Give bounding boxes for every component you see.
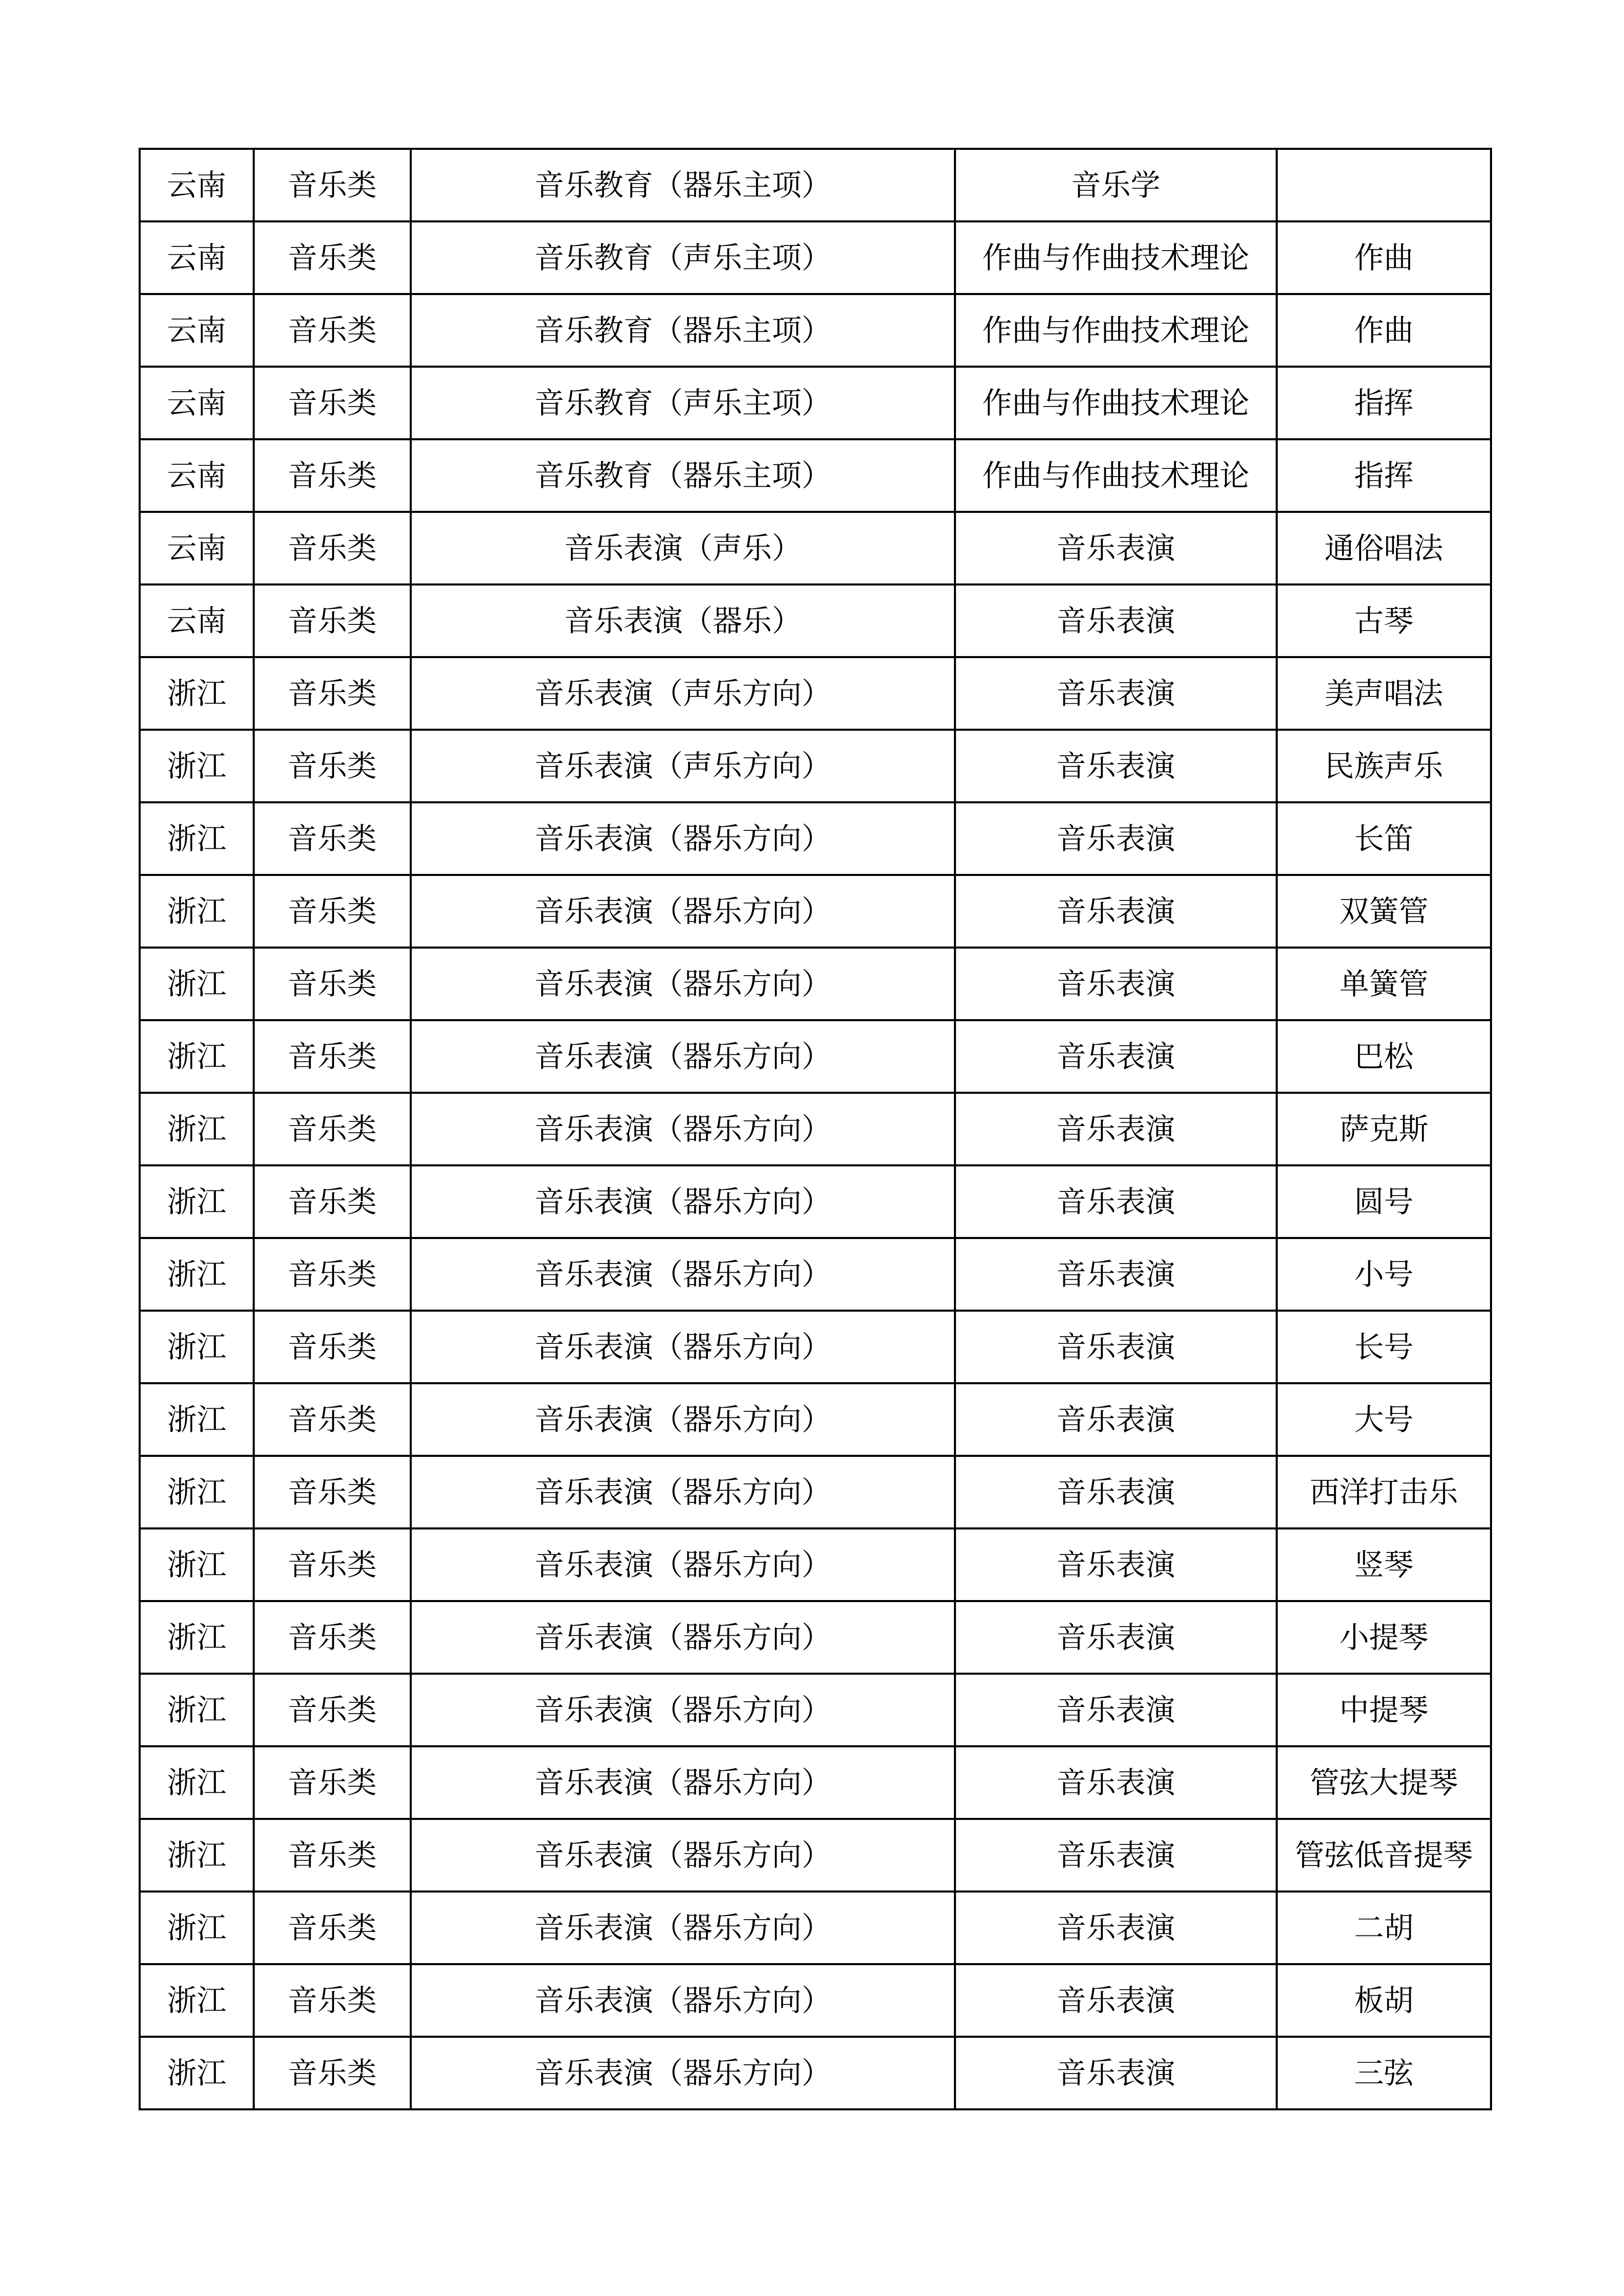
direction-cell [1277,149,1491,221]
table-row [140,1601,1491,1674]
table-row [140,367,1491,439]
table-body [140,149,1491,2109]
direction-cell: 管弦大提琴 [1277,1746,1491,1819]
exam-major-cell: 音乐教育（器乐主项） [411,439,955,512]
major-cell: 作曲与作曲技术理论 [955,294,1277,367]
province-cell: 浙江 [140,1238,254,1311]
category-cell: 音乐类 [254,1093,411,1165]
direction-cell: 中提琴 [1277,1674,1491,1746]
province-cell: 浙江 [140,657,254,730]
table-row [140,948,1491,1020]
data-table [139,148,1492,2110]
exam-major-cell: 音乐表演（器乐方向） [411,1819,955,1892]
exam-major-cell: 音乐表演（器乐） [411,584,955,657]
table-row [140,584,1491,657]
exam-major-cell: 音乐表演（器乐方向） [411,1311,955,1383]
province-cell: 浙江 [140,1746,254,1819]
exam-major-cell: 音乐表演（器乐方向） [411,2037,955,2109]
table-row [140,439,1491,512]
category-cell: 音乐类 [254,512,411,584]
exam-major-cell: 音乐教育（声乐主项） [411,367,955,439]
exam-major-cell: 音乐表演（器乐方向） [411,1238,955,1311]
category-cell: 音乐类 [254,149,411,221]
direction-cell: 竖琴 [1277,1528,1491,1601]
category-cell: 音乐类 [254,875,411,948]
category-cell: 音乐类 [254,1165,411,1238]
exam-major-cell: 音乐表演（器乐方向） [411,1601,955,1674]
major-cell: 音乐表演 [955,1892,1277,1964]
province-cell: 浙江 [140,1165,254,1238]
province-cell: 浙江 [140,1020,254,1093]
province-cell: 云南 [140,512,254,584]
province-cell: 浙江 [140,875,254,948]
major-cell: 音乐表演 [955,1456,1277,1528]
exam-major-cell: 音乐表演（器乐方向） [411,1892,955,1964]
table-row [140,657,1491,730]
direction-cell: 作曲 [1277,294,1491,367]
category-cell: 音乐类 [254,1746,411,1819]
category-cell: 音乐类 [254,802,411,875]
province-cell: 浙江 [140,1601,254,1674]
province-cell: 浙江 [140,1964,254,2037]
exam-major-cell: 音乐表演（声乐方向） [411,657,955,730]
table-row [140,1165,1491,1238]
province-cell: 云南 [140,294,254,367]
major-cell: 音乐表演 [955,1964,1277,2037]
table-row [140,1238,1491,1311]
category-cell: 音乐类 [254,439,411,512]
category-cell: 音乐类 [254,1674,411,1746]
exam-major-cell: 音乐表演（器乐方向） [411,1674,955,1746]
category-cell: 音乐类 [254,730,411,802]
category-cell: 音乐类 [254,1238,411,1311]
province-cell: 浙江 [140,1456,254,1528]
province-cell: 浙江 [140,1383,254,1456]
direction-cell: 板胡 [1277,1964,1491,2037]
province-cell: 浙江 [140,2037,254,2109]
exam-major-cell: 音乐表演（器乐方向） [411,1383,955,1456]
province-cell: 浙江 [140,1528,254,1601]
direction-cell: 小提琴 [1277,1601,1491,1674]
table-row [140,802,1491,875]
table-row [140,1964,1491,2037]
exam-major-cell: 音乐表演（器乐方向） [411,1456,955,1528]
major-cell: 音乐表演 [955,1093,1277,1165]
exam-major-cell: 音乐表演（声乐） [411,512,955,584]
table-row [140,1892,1491,1964]
direction-cell: 二胡 [1277,1892,1491,1964]
exam-major-cell: 音乐表演（器乐方向） [411,1020,955,1093]
province-cell: 浙江 [140,1819,254,1892]
province-cell: 云南 [140,584,254,657]
category-cell: 音乐类 [254,1819,411,1892]
category-cell: 音乐类 [254,1456,411,1528]
major-cell: 音乐表演 [955,1238,1277,1311]
direction-cell: 西洋打击乐 [1277,1456,1491,1528]
province-cell: 云南 [140,367,254,439]
table-row [140,1528,1491,1601]
table-row [140,1674,1491,1746]
direction-cell: 指挥 [1277,367,1491,439]
major-cell: 音乐表演 [955,1674,1277,1746]
table-row [140,1383,1491,1456]
exam-major-cell: 音乐教育（器乐主项） [411,149,955,221]
category-cell: 音乐类 [254,948,411,1020]
direction-cell: 双簧管 [1277,875,1491,948]
category-cell: 音乐类 [254,1311,411,1383]
exam-major-cell: 音乐表演（器乐方向） [411,948,955,1020]
category-cell: 音乐类 [254,1601,411,1674]
direction-cell: 单簧管 [1277,948,1491,1020]
direction-cell: 作曲 [1277,221,1491,294]
major-cell: 音乐表演 [955,1746,1277,1819]
major-cell: 音乐表演 [955,584,1277,657]
table-row [140,512,1491,584]
table-row [140,1746,1491,1819]
table-row [140,294,1491,367]
category-cell: 音乐类 [254,1964,411,2037]
category-cell: 音乐类 [254,221,411,294]
major-cell: 音乐学 [955,149,1277,221]
major-cell: 音乐表演 [955,948,1277,1020]
table-row [140,149,1491,221]
province-cell: 浙江 [140,948,254,1020]
exam-major-cell: 音乐表演（器乐方向） [411,1528,955,1601]
category-cell: 音乐类 [254,584,411,657]
major-cell: 音乐表演 [955,2037,1277,2109]
exam-major-cell: 音乐教育（声乐主项） [411,221,955,294]
major-cell: 作曲与作曲技术理论 [955,221,1277,294]
province-cell: 浙江 [140,730,254,802]
table-row [140,221,1491,294]
major-cell: 音乐表演 [955,1383,1277,1456]
category-cell: 音乐类 [254,367,411,439]
table-row [140,1456,1491,1528]
province-cell: 云南 [140,439,254,512]
table-row [140,2037,1491,2109]
direction-cell: 美声唱法 [1277,657,1491,730]
exam-major-cell: 音乐教育（器乐主项） [411,294,955,367]
exam-major-cell: 音乐表演（器乐方向） [411,1093,955,1165]
exam-major-cell: 音乐表演（器乐方向） [411,802,955,875]
major-cell: 作曲与作曲技术理论 [955,439,1277,512]
category-cell: 音乐类 [254,1383,411,1456]
province-cell: 浙江 [140,1674,254,1746]
province-cell: 浙江 [140,1311,254,1383]
major-cell: 音乐表演 [955,657,1277,730]
direction-cell: 三弦 [1277,2037,1491,2109]
table-row [140,1020,1491,1093]
table-row [140,1093,1491,1165]
table-row [140,1311,1491,1383]
direction-cell: 管弦低音提琴 [1277,1819,1491,1892]
province-cell: 云南 [140,221,254,294]
major-cell: 音乐表演 [955,1311,1277,1383]
direction-cell: 古琴 [1277,584,1491,657]
major-cell: 作曲与作曲技术理论 [955,367,1277,439]
province-cell: 浙江 [140,802,254,875]
direction-cell: 大号 [1277,1383,1491,1456]
exam-major-cell: 音乐表演（器乐方向） [411,1165,955,1238]
category-cell: 音乐类 [254,1020,411,1093]
table-row [140,1819,1491,1892]
category-cell: 音乐类 [254,1892,411,1964]
exam-major-cell: 音乐表演（器乐方向） [411,1964,955,2037]
direction-cell: 萨克斯 [1277,1093,1491,1165]
major-cell: 音乐表演 [955,1528,1277,1601]
province-cell: 浙江 [140,1093,254,1165]
exam-major-cell: 音乐表演（声乐方向） [411,730,955,802]
direction-cell: 长笛 [1277,802,1491,875]
exam-major-cell: 音乐表演（器乐方向） [411,1746,955,1819]
direction-cell: 巴松 [1277,1020,1491,1093]
category-cell: 音乐类 [254,1528,411,1601]
major-cell: 音乐表演 [955,1819,1277,1892]
major-cell: 音乐表演 [955,802,1277,875]
table-row [140,875,1491,948]
direction-cell: 通俗唱法 [1277,512,1491,584]
direction-cell: 指挥 [1277,439,1491,512]
major-cell: 音乐表演 [955,730,1277,802]
province-cell: 云南 [140,149,254,221]
province-cell: 浙江 [140,1892,254,1964]
major-cell: 音乐表演 [955,1601,1277,1674]
direction-cell: 长号 [1277,1311,1491,1383]
direction-cell: 圆号 [1277,1165,1491,1238]
table-row [140,730,1491,802]
major-cell: 音乐表演 [955,875,1277,948]
major-cell: 音乐表演 [955,1020,1277,1093]
major-cell: 音乐表演 [955,1165,1277,1238]
exam-major-cell: 音乐表演（器乐方向） [411,875,955,948]
direction-cell: 小号 [1277,1238,1491,1311]
category-cell: 音乐类 [254,294,411,367]
direction-cell: 民族声乐 [1277,730,1491,802]
major-cell: 音乐表演 [955,512,1277,584]
category-cell: 音乐类 [254,657,411,730]
category-cell: 音乐类 [254,2037,411,2109]
